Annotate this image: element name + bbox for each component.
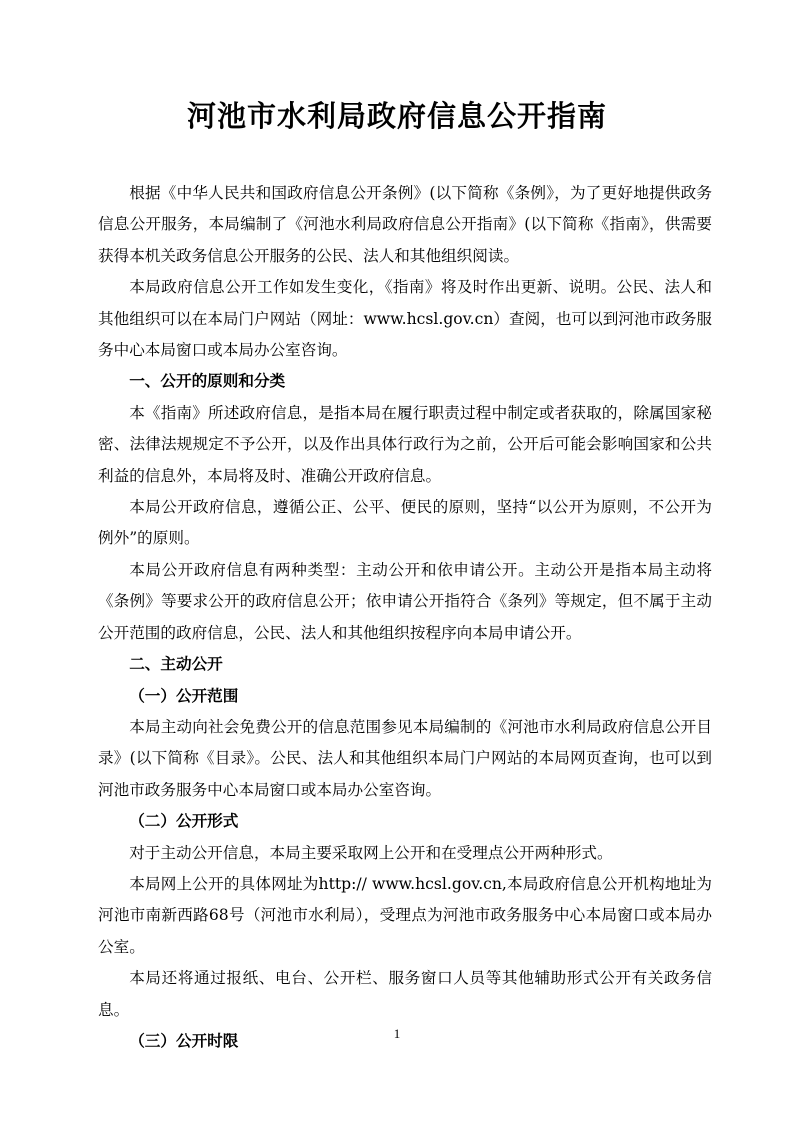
paragraph: 本局还将通过报纸、电台、公开栏、服务窗口人员等其他辅助形式公开有关政务信息。 [98, 969, 712, 1019]
paragraph: 本局主动向社会免费公开的信息范围参见本局编制的《河池市水利局政府信息公开目录》(以下简称《目录》。公民、法人和其他组织本局门户网站的本局网页查询，也可以到河池市政务服务中心本局窗口或本局办公室咨询。 [98, 717, 712, 799]
subsection-heading: （三）公开时限 [129, 1031, 239, 1050]
subsection-heading: （一）公开范围 [129, 686, 239, 705]
section-heading: 一、公开的原则和分类 [129, 372, 286, 391]
document-title: 河池市水利局政府信息公开指南 [186, 99, 607, 133]
paragraph: 本局公开政府信息，遵循公正、公平、便民的原则，坚持“以公开为原则，不公开为例外”的原则。 [98, 498, 712, 548]
subsection-heading: （二）公开形式 [129, 812, 239, 831]
paragraph: 本局网上公开的具体网址为http:// www.hcsl.gov.cn,本局政府信息公开机构地址为河池市南新西路68号（河池市水利局），受理点为河池市政务服务中心本局窗口或本局办公室。 [98, 874, 712, 956]
paragraph-intro: 根据《中华人民共和国政府信息公开条例》(以下简称《条例》，为了更好地提供政务信息公开服务，本局编制了《河池水利局政府信息公开指南》(以下简称《指南》，供需要获得本机关政务信息公开服务的公民、法人和其他组织阅读。 [98, 184, 712, 265]
section-heading: 二、主动公开 [129, 655, 223, 674]
paragraph: 本《指南》所述政府信息，是指本局在履行职责过程中制定或者获取的，除属国家秘密、法律法规规定不予公开，以及作出具体行政行为之前，公开后可能会影响国家和公共利益的信息外，本局将及时、准确公开政府信息。 [98, 403, 712, 485]
paragraph: 本局公开政府信息有两种类型：主动公开和依申请公开。主动公开是指本局主动将《条例》等要求公开的政府信息公开；依申请公开指符合《条列》等规定，但不属于主动公开范围的政府信息，公民、法人和其他组织按程序向本局申请公开。 [98, 560, 712, 642]
document-body [98, 178, 712, 1057]
paragraph-update-notice: 本局政府信息公开工作如发生变化，《指南》将及时作出更新、说明。公民、法人和其他组织可以在本局门户网站（网址：www.hcsl.gov.cn）查阅，也可以到河池市政务服务中心本局窗口或本局办公室咨询。 [98, 278, 712, 360]
page-number: 1 [393, 1026, 401, 1041]
paragraph: 对于主动公开信息，本局主要采取网上公开和在受理点公开两种形式。 [129, 843, 613, 862]
